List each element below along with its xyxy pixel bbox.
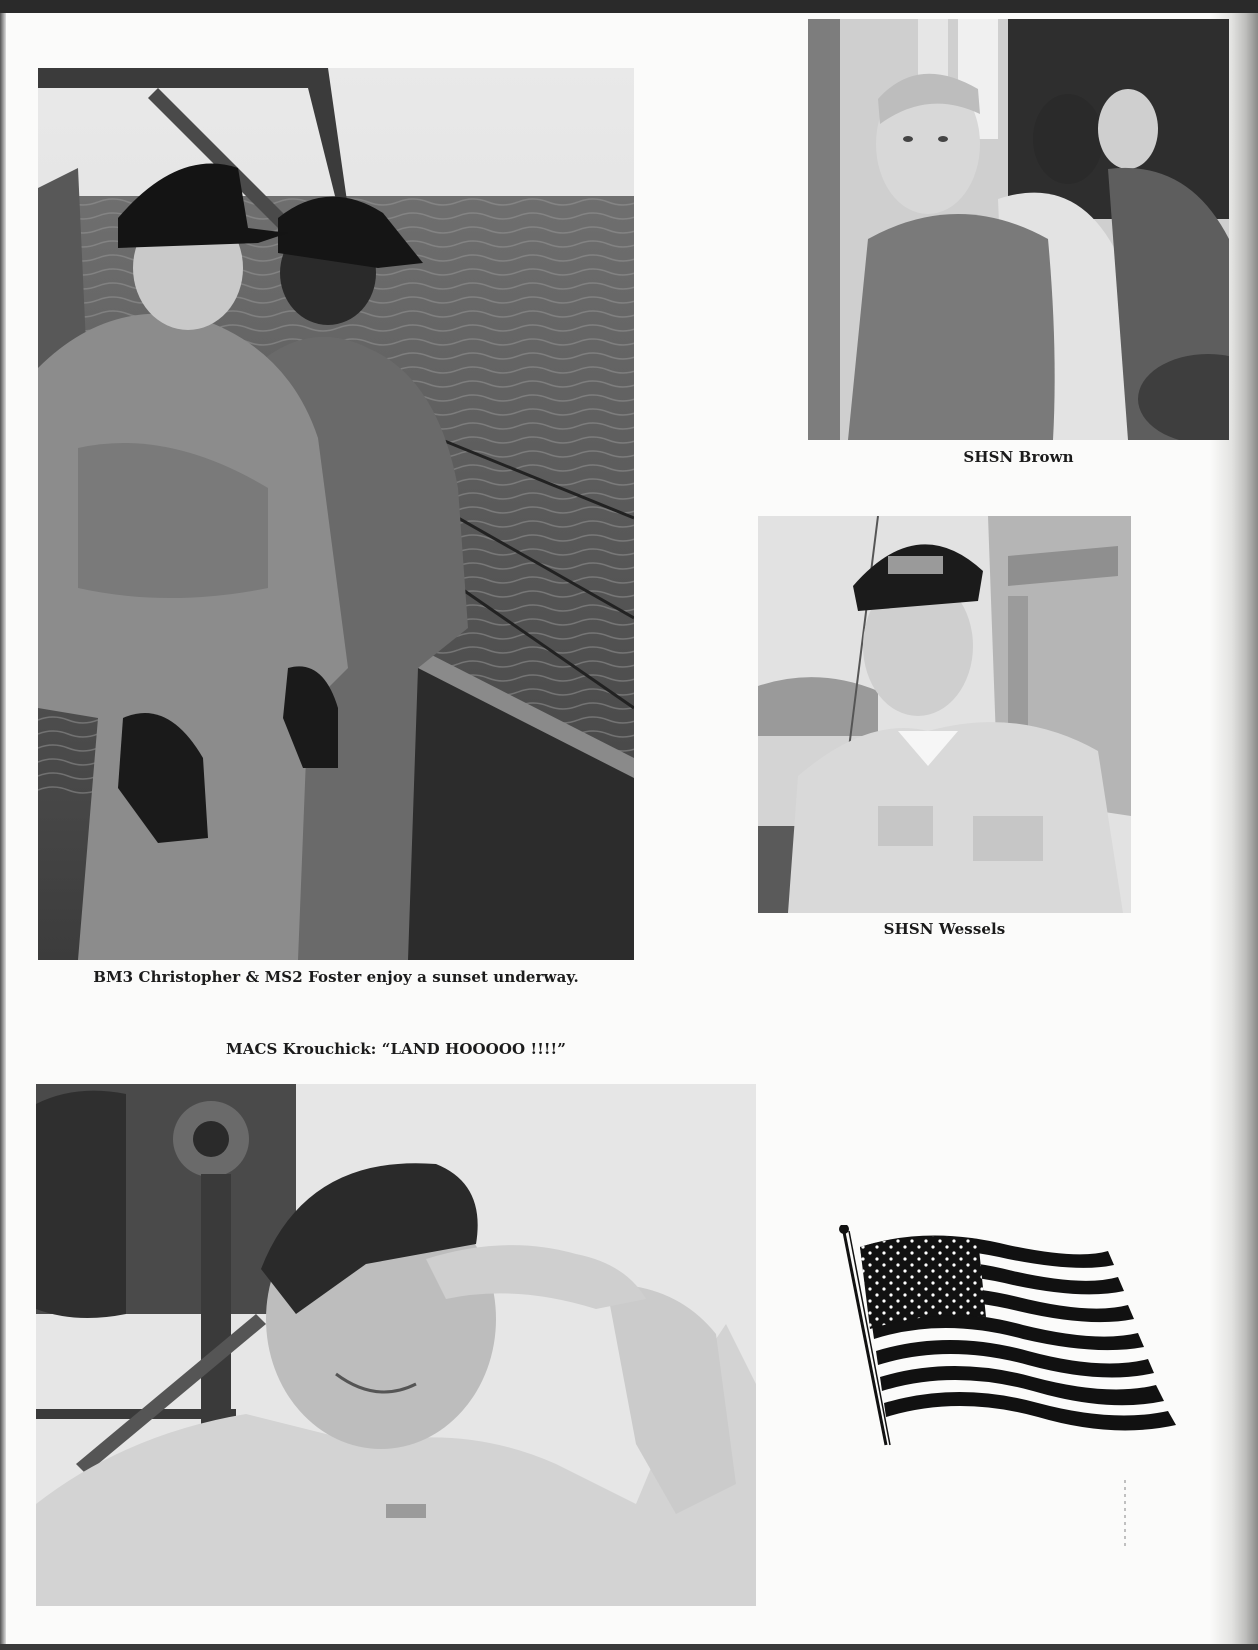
caption-christopher-foster: BM3 Christopher & MS2 Foster enjoy a sunset underway. (93, 968, 579, 986)
photo-christopher-foster (38, 68, 634, 960)
caption-krouchick: MACS Krouchick: “LAND HOOOOO !!!!” (226, 1040, 566, 1058)
photo-krouchick (36, 1084, 756, 1606)
photo-brown (808, 19, 1229, 440)
pencil-mark (1124, 1480, 1126, 1550)
american-flag-illustration (838, 1225, 1198, 1447)
page-top-edge (0, 0, 1258, 13)
page-left-edge (0, 13, 6, 1650)
caption-brown: SHSN Brown (963, 448, 1074, 466)
page-bottom-edge (0, 1644, 1258, 1650)
caption-wessels: SHSN Wessels (883, 920, 1006, 938)
photo-wessels (758, 516, 1131, 913)
